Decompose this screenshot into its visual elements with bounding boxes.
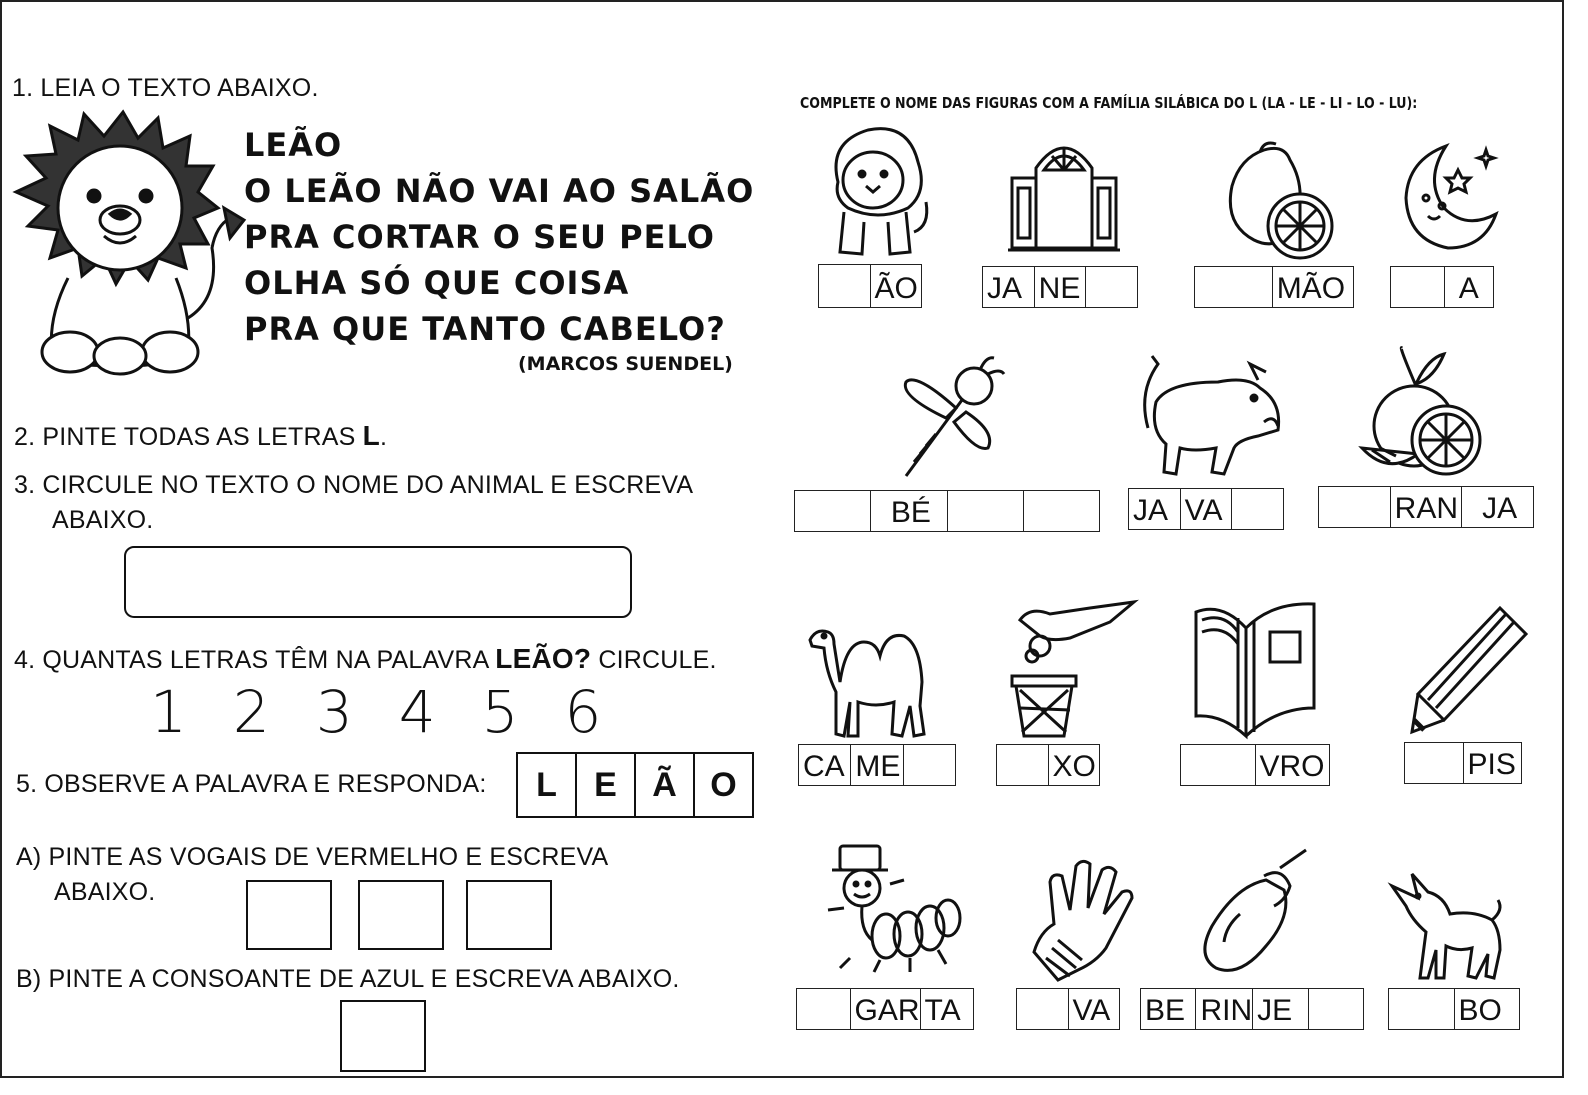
caterpillar-icon <box>820 840 966 980</box>
syllable-cell[interactable]: RAN <box>1391 487 1463 527</box>
syllable-cell[interactable] <box>1181 745 1256 785</box>
question-4-text: 4. QUANTAS LETRAS TÊM NA PALAVRA <box>14 646 496 674</box>
syllable-cell[interactable]: ME <box>851 745 903 785</box>
number-choices <box>150 678 601 746</box>
book-icon <box>1192 598 1320 740</box>
highlight-letter: L <box>362 420 380 451</box>
syllable-cell[interactable] <box>1017 989 1069 1029</box>
syllable-cell[interactable]: JE <box>1253 989 1308 1029</box>
poem-line: O LEÃO NÃO VAI AO SALÃO <box>244 172 755 210</box>
vowel-answer-box[interactable] <box>358 880 444 950</box>
syllable-row <box>796 988 974 1030</box>
syllable-cell[interactable] <box>1391 267 1445 307</box>
syllable-cell[interactable]: VA <box>1181 489 1233 529</box>
poem-title: LEÃO <box>244 126 343 164</box>
syllable-cell[interactable]: GAR <box>851 989 921 1029</box>
question-3-line: ABAIXO. <box>52 506 154 534</box>
syllable-row <box>1128 488 1284 530</box>
syllable-row <box>1140 988 1364 1030</box>
letter-box: Ã <box>636 754 695 816</box>
glove-icon <box>1030 852 1134 982</box>
lion-reading-icon <box>8 108 246 376</box>
poem-line: PRA CORTAR O SEU PELO <box>244 218 715 256</box>
syllable-cell[interactable] <box>997 745 1049 785</box>
syllable-cell[interactable]: JA <box>983 267 1035 307</box>
syllable-cell[interactable]: BÉ <box>871 491 947 531</box>
question-1: 1. LEIA O TEXTO ABAIXO. <box>12 74 319 102</box>
poem-line: PRA QUE TANTO CABELO? <box>244 310 726 348</box>
number-choice[interactable]: 1 <box>150 678 187 746</box>
question-a-line: ABAIXO. <box>54 878 156 906</box>
syllable-cell[interactable] <box>819 265 871 307</box>
poem-author: (MARCOS SUENDEL) <box>518 353 733 375</box>
boar-icon <box>1138 352 1286 480</box>
syllable-cell[interactable] <box>1405 743 1464 783</box>
animal-name-answer-box[interactable] <box>124 546 632 618</box>
eggplant-icon <box>1196 846 1312 974</box>
syllable-cell[interactable] <box>948 491 1024 531</box>
poem-line: OLHA SÓ QUE COISA <box>244 264 630 302</box>
syllable-row <box>1180 744 1330 786</box>
syllable-cell[interactable] <box>1319 487 1391 527</box>
syllable-cell[interactable] <box>904 745 955 785</box>
syllable-cell[interactable] <box>795 491 871 531</box>
letter-box: E <box>577 754 636 816</box>
syllable-cell[interactable]: RIN <box>1196 989 1253 1029</box>
syllable-cell[interactable]: BO <box>1458 994 1502 1027</box>
syllable-cell[interactable] <box>1195 267 1273 307</box>
wolf-icon <box>1388 870 1504 982</box>
window-icon <box>1008 128 1120 254</box>
syllable-cell[interactable]: VRO <box>1259 750 1325 783</box>
number-choice[interactable]: 3 <box>315 678 353 746</box>
syllable-cell[interactable] <box>1086 267 1137 307</box>
highlight-word: LEÃO? <box>495 643 592 674</box>
syllable-cell[interactable]: XO <box>1052 750 1096 783</box>
syllable-cell[interactable]: VA <box>1072 994 1111 1027</box>
question-2-text: 2. PINTE TODAS AS LETRAS <box>14 423 363 451</box>
question-4-end: CIRCULE. <box>591 646 717 674</box>
lemon-icon <box>1224 140 1334 262</box>
question-4 <box>14 643 717 675</box>
syllable-row <box>996 744 1100 786</box>
syllable-cell[interactable]: NE <box>1035 267 1087 307</box>
syllable-row <box>794 490 1100 532</box>
orange-icon <box>1358 344 1484 482</box>
syllable-row <box>1390 266 1494 308</box>
syllable-row <box>1318 486 1534 528</box>
lion-icon <box>818 122 936 260</box>
syllable-cell[interactable] <box>1389 989 1455 1029</box>
syllable-cell[interactable]: JA <box>1482 492 1518 525</box>
syllable-row <box>1388 988 1520 1030</box>
syllable-cell[interactable]: MÃO <box>1276 272 1346 305</box>
syllable-row <box>1404 742 1522 784</box>
number-choice[interactable]: 5 <box>481 678 519 746</box>
syllable-cell[interactable] <box>1309 989 1363 1029</box>
question-3-line: 3. CIRCULE NO TEXTO O NOME DO ANIMAL E ESCREVA <box>14 471 694 499</box>
syllable-cell[interactable]: BE <box>1141 989 1196 1029</box>
word-letter-boxes <box>516 752 754 818</box>
question-5: 5. OBSERVE A PALAVRA E RESPONDA: <box>16 770 487 798</box>
syllable-row <box>982 266 1138 308</box>
question-b: B) PINTE A CONSOANTE DE AZUL E ESCREVA ABAIXO. <box>16 965 680 993</box>
syllable-row <box>1016 988 1120 1030</box>
question-3 <box>14 468 693 538</box>
syllable-cell[interactable]: JA <box>1129 489 1181 529</box>
syllable-cell[interactable] <box>1232 489 1283 529</box>
poem <box>244 122 754 352</box>
question-2-end: . <box>379 423 388 451</box>
trash-bin-icon <box>1010 598 1136 740</box>
syllable-row <box>798 744 956 786</box>
instruction: COMPLETE O NOME DAS FIGURAS COM A FAMÍLIA SILÁBICA DO L (LA - LE - LI - LO - LU): <box>800 94 1418 112</box>
moon-icon <box>1396 140 1502 254</box>
syllable-cell[interactable] <box>1024 491 1099 531</box>
syllable-cell[interactable] <box>797 989 851 1029</box>
syllable-cell[interactable]: CA <box>799 745 851 785</box>
syllable-cell[interactable]: A <box>1458 272 1479 305</box>
letter-box: L <box>518 754 577 816</box>
syllable-cell[interactable]: ÃO <box>874 272 918 305</box>
number-choice[interactable]: 4 <box>398 678 436 746</box>
number-choice[interactable]: 2 <box>232 678 270 746</box>
vowel-answer-box[interactable] <box>466 880 552 950</box>
syllable-row <box>1194 266 1354 308</box>
consonant-answer-box[interactable] <box>340 1000 426 1072</box>
question-2 <box>14 420 387 452</box>
syllable-row <box>818 264 922 308</box>
pencil-icon <box>1410 604 1530 736</box>
syllable-cell[interactable]: PIS <box>1467 748 1516 781</box>
number-choice[interactable]: 6 <box>564 678 602 746</box>
camel-icon <box>806 622 930 740</box>
vowel-answer-box[interactable] <box>246 880 332 950</box>
dragonfly-icon <box>896 352 1016 482</box>
letter-box: O <box>710 765 737 804</box>
question-a-line: A) PINTE AS VOGAIS DE VERMELHO E ESCREVA <box>16 843 609 871</box>
syllable-cell[interactable]: TA <box>924 994 961 1027</box>
